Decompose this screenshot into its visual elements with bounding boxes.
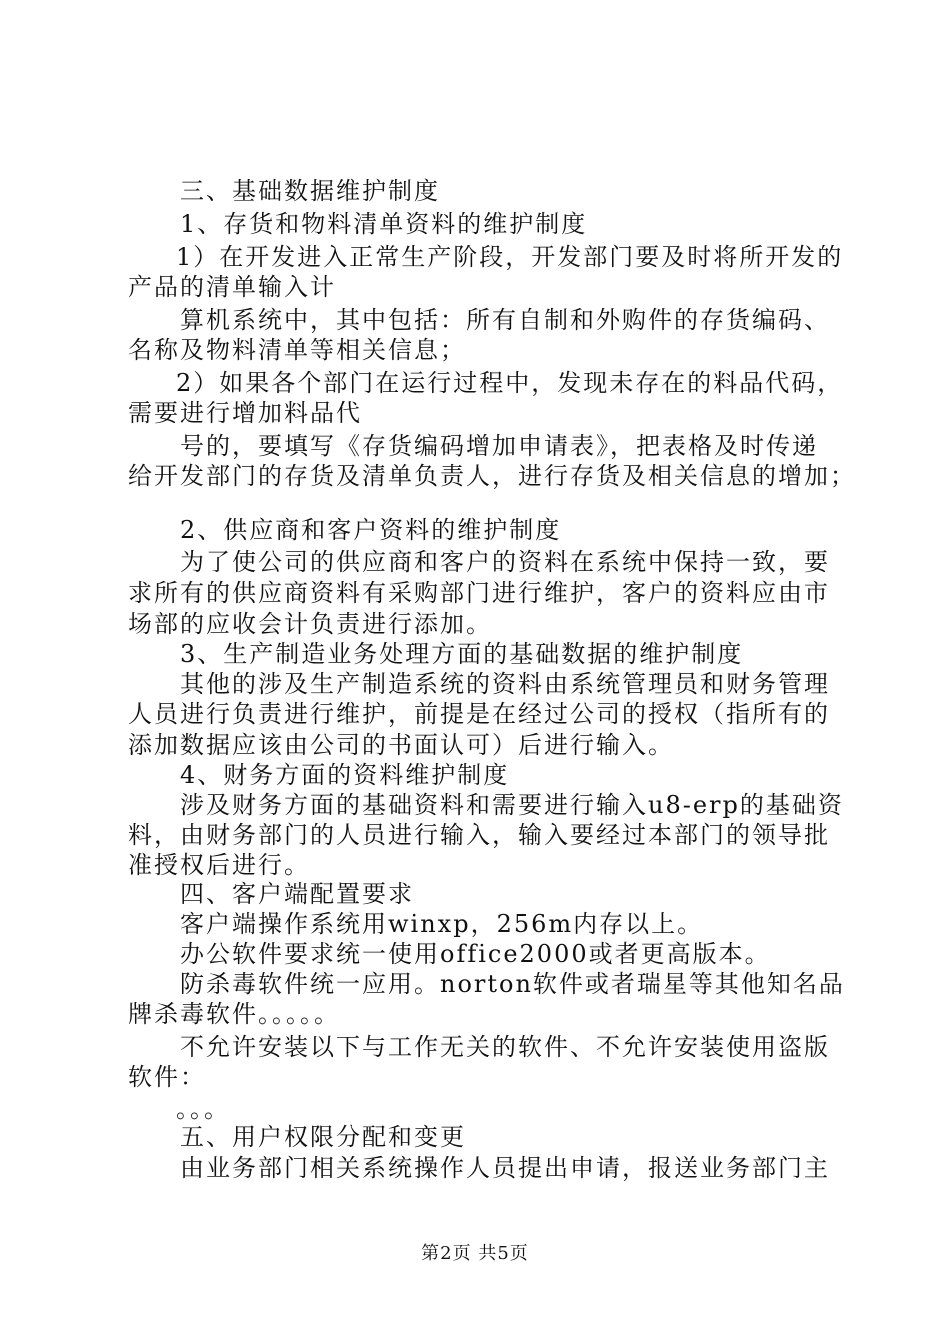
paragraph-line: 1）在开发进入正常生产阶段，开发部门要及时将所开发的 xyxy=(176,243,844,271)
paragraph-line: 算机系统中，其中包括：所有自制和外购件的存货编码、 xyxy=(180,306,830,334)
paragraph-line: 添加数据应该由公司的书面认可）后进行输入。 xyxy=(128,731,674,759)
subheading-suppliers: 2、供应商和客户资料的维护制度 xyxy=(180,516,562,544)
paragraph-line: 涉及财务方面的基础资料和需要进行输入u8-erp的基础资 xyxy=(180,791,844,819)
paragraph-line: 料，由财务部门的人员进行输入，输入要经过本部门的领导批 xyxy=(128,821,830,849)
paragraph-line: 客户端操作系统用winxp，256m内存以上。 xyxy=(180,910,704,938)
paragraph-line: 软件： xyxy=(128,1063,206,1091)
subheading-inventory: 1、存货和物料清单资料的维护制度 xyxy=(180,210,588,238)
paragraph-line: 由业务部门相关系统操作人员提出申请，报送业务部门主 xyxy=(180,1154,830,1182)
paragraph-line: 求所有的供应商资料有采购部门进行维护，客户的资料应由市 xyxy=(128,579,830,607)
paragraph-line: 办公软件要求统一使用office2000或者更高版本。 xyxy=(180,940,771,968)
paragraph-line: 人员进行负责进行维护，前提是在经过公司的授权（指所有的 xyxy=(128,700,830,728)
paragraph-line: 需要进行增加料品代 xyxy=(128,399,362,427)
paragraph-line: 为了使公司的供应商和客户的资料在系统中保持一致，要 xyxy=(180,548,830,576)
paragraph-line: 2）如果各个部门在运行过程中，发现未存在的料品代码， xyxy=(176,369,844,397)
paragraph-line: 号的，要填写《存货编码增加申请表》，把表格及时传递 xyxy=(180,432,818,460)
heading-section-4: 四、客户端配置要求 xyxy=(180,880,414,908)
paragraph-line: 其他的涉及生产制造系统的资料由系统管理员和财务管理 xyxy=(180,670,830,698)
paragraph-line: 不允许安装以下与工作无关的软件、不允许安装使用盗版 xyxy=(180,1033,830,1061)
heading-section-3: 三、基础数据维护制度 xyxy=(180,177,440,205)
subheading-manufacturing: 3、生产制造业务处理方面的基础数据的维护制度 xyxy=(180,640,744,668)
paragraph-line: 给开发部门的存货及清单负责人，进行存货及相关信息的增加； xyxy=(128,462,856,490)
page-number-footer: 第2页 共5页 xyxy=(421,1243,529,1264)
subheading-finance: 4、财务方面的资料维护制度 xyxy=(180,761,510,789)
paragraph-line: 准授权后进行。 xyxy=(128,851,310,879)
paragraph-line: 场部的应收会计负责进行添加。 xyxy=(128,610,492,638)
paragraph-line: 名称及物料清单等相关信息； xyxy=(128,336,466,364)
heading-section-5: 五、用户权限分配和变更 xyxy=(180,1123,466,1151)
paragraph-line: 防杀毒软件统一应用。norton软件或者瑞星等其他知名品 xyxy=(180,970,845,998)
paragraph-line: 牌杀毒软件。。。。。 xyxy=(128,1000,340,1028)
paragraph-line: 产品的清单输入计 xyxy=(128,273,336,301)
paragraph-line: 。。。 xyxy=(176,1095,230,1123)
